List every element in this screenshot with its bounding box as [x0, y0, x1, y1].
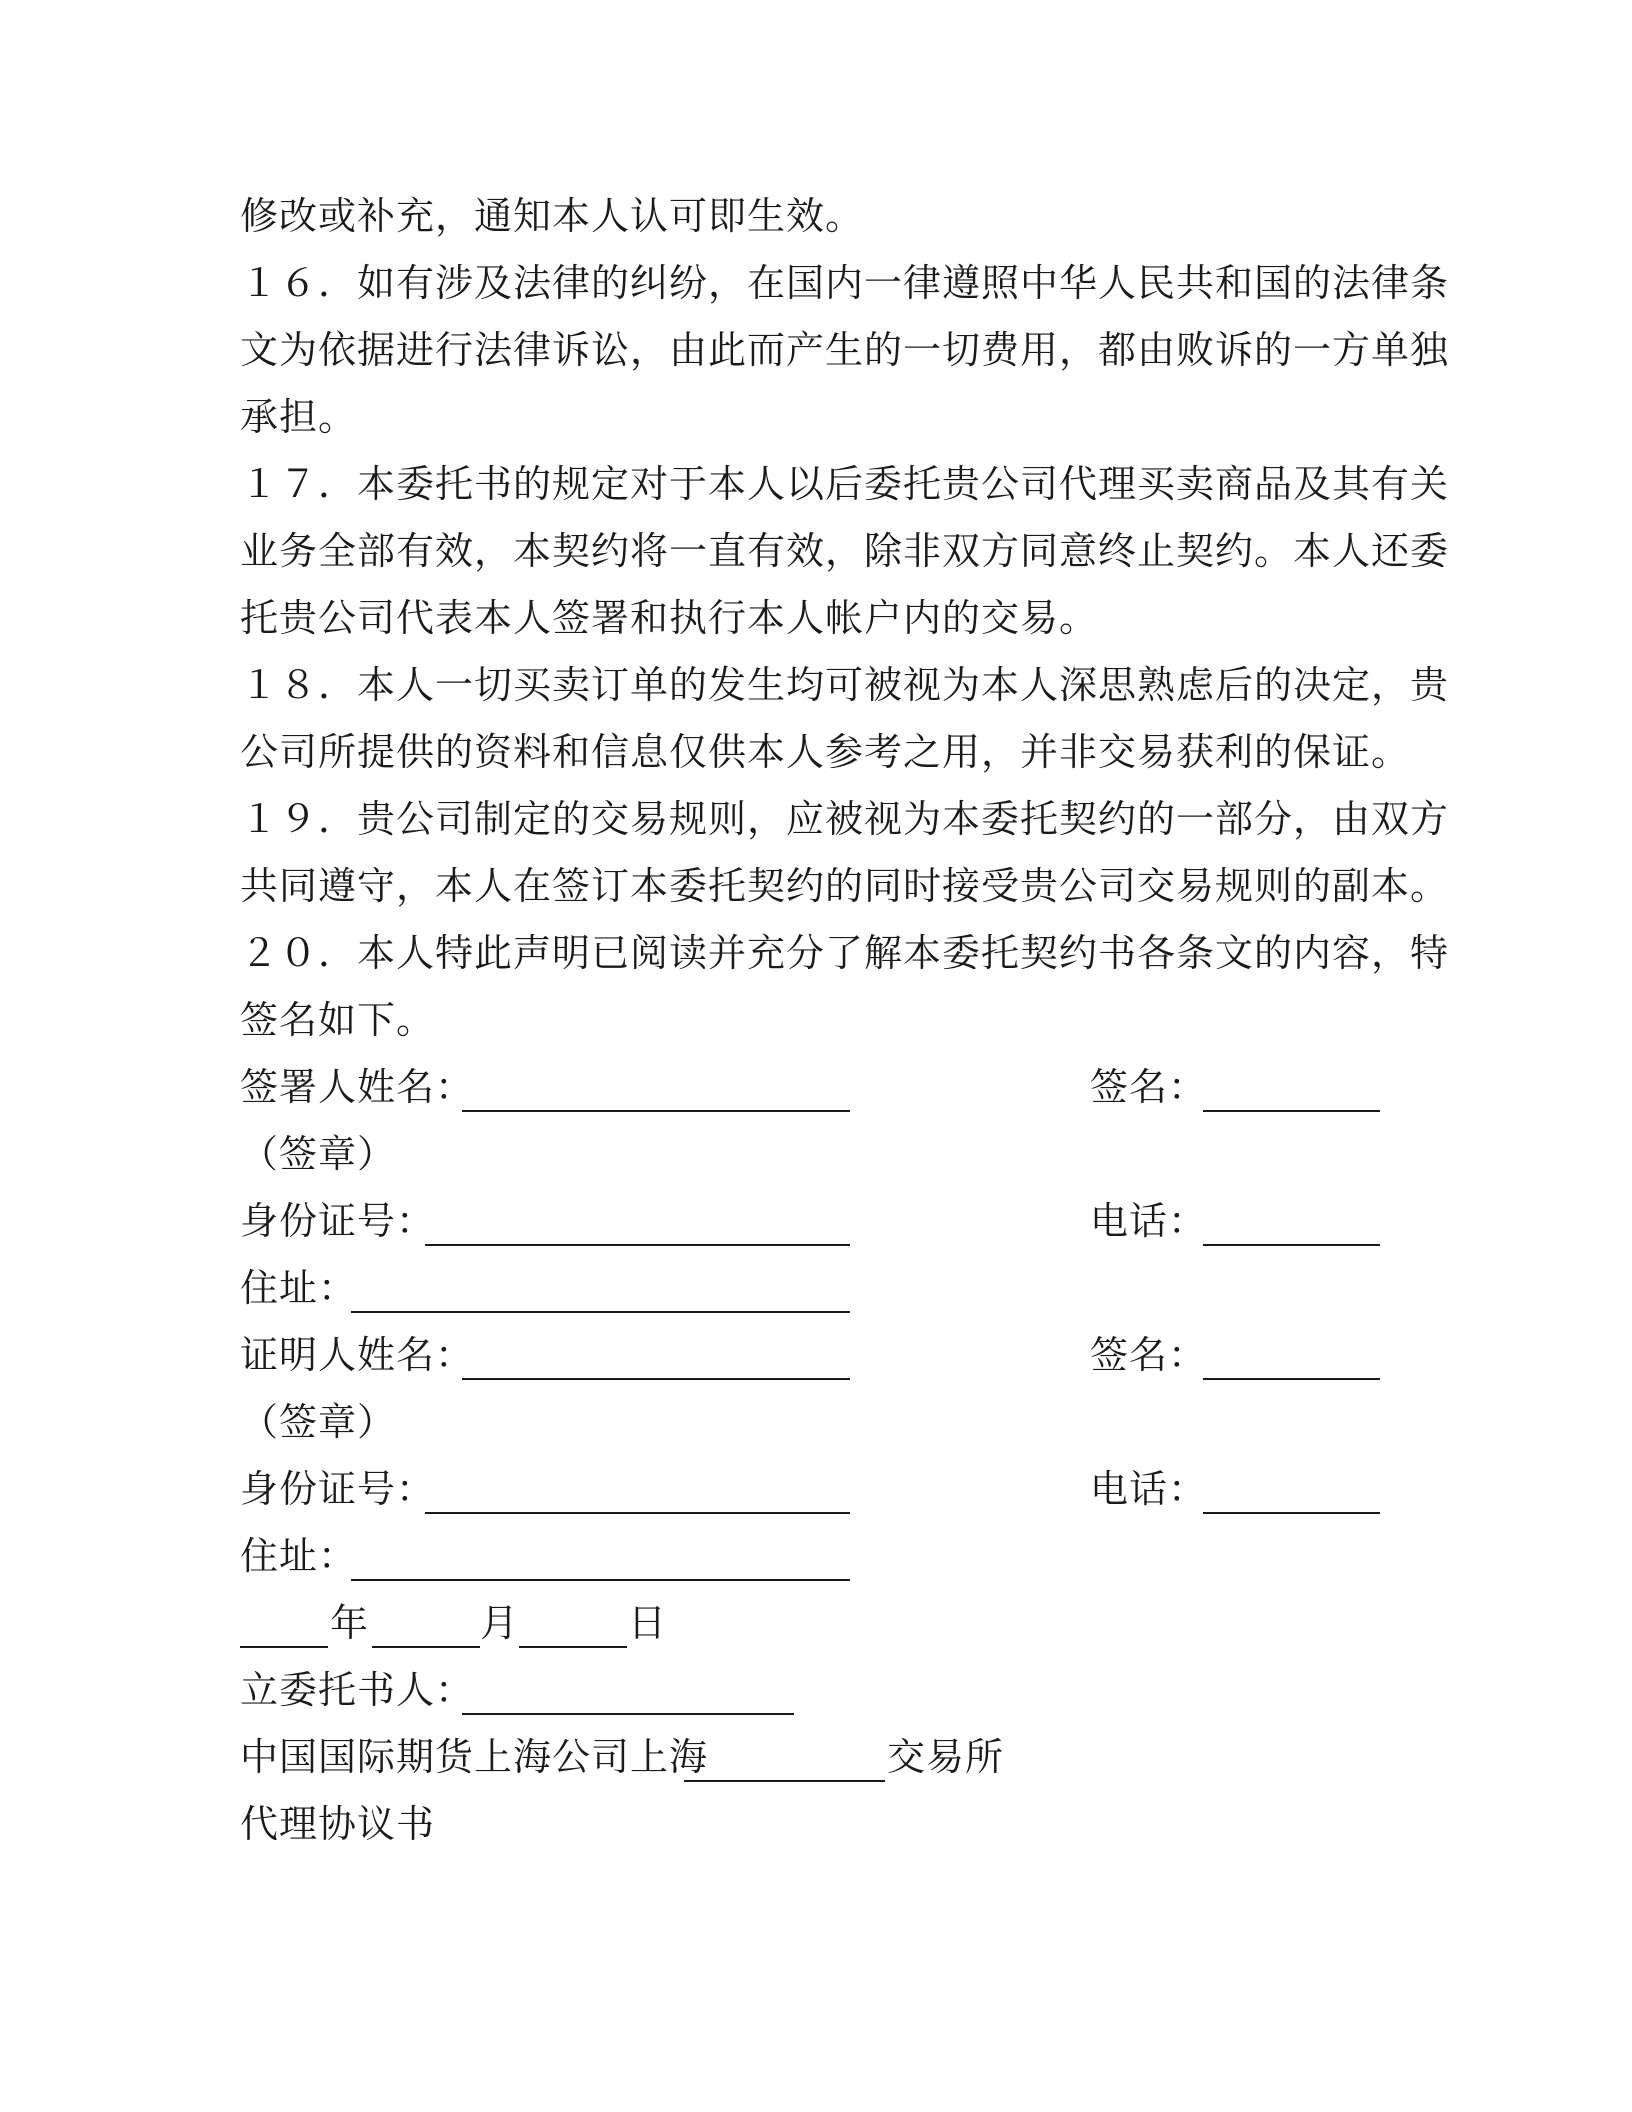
witness-name-field[interactable]	[462, 1378, 850, 1380]
signatory-name-label: 签署人姓名：	[240, 1065, 475, 1109]
witness-id-label: 身份证号：	[240, 1467, 436, 1511]
signatory-phone-label: 电话：	[1090, 1199, 1208, 1243]
signatory-id-field[interactable]	[425, 1244, 850, 1246]
paragraph-18-line-1: １８．本人一切买卖订单的发生均可被视为本人深思熟虑后的决定，贵	[240, 663, 1450, 707]
signatory-address-label: 住址：	[240, 1266, 358, 1310]
witness-address-field[interactable]	[351, 1579, 850, 1581]
exchange-prefix: 中国国际期货上海公司上海	[240, 1735, 709, 1779]
witness-sign-field[interactable]	[1203, 1378, 1380, 1380]
paragraph-19-line-2: 共同遵守，本人在签订本委托契约的同时接受贵公司交易规则的副本。	[240, 864, 1450, 908]
witness-address-label: 住址：	[240, 1534, 358, 1578]
footer-title: 代理协议书	[240, 1802, 436, 1846]
witness-seal-label: （签章）	[240, 1400, 397, 1444]
date-year-field[interactable]	[240, 1646, 328, 1648]
paragraph-16-line-2: 文为依据进行法律诉讼，由此而产生的一切费用，都由败诉的一方单独	[240, 328, 1450, 372]
signatory-sign-field[interactable]	[1203, 1110, 1380, 1112]
exchange-suffix: 交易所	[887, 1735, 1005, 1779]
witness-phone-field[interactable]	[1203, 1512, 1380, 1514]
date-day-label: 日	[628, 1601, 668, 1645]
paragraph-20-line-2: 签名如下。	[240, 998, 436, 1042]
date-year-label: 年	[330, 1601, 370, 1645]
witness-id-field[interactable]	[425, 1512, 850, 1514]
exchange-name-field[interactable]	[684, 1780, 885, 1782]
date-month-label: 月	[480, 1601, 520, 1645]
paragraph-18-line-2: 公司所提供的资料和信息仅供本人参考之用，并非交易获利的保证。	[240, 730, 1411, 774]
signatory-id-label: 身份证号：	[240, 1199, 436, 1243]
paragraph-17-line-2: 业务全部有效，本契约将一直有效，除非双方同意终止契约。本人还委	[240, 529, 1450, 573]
paragraph-16-line-3: 承担。	[240, 395, 358, 439]
date-month-field[interactable]	[372, 1646, 480, 1648]
principal-field[interactable]	[462, 1713, 794, 1715]
paragraph-20-line-1: ２０．本人特此声明已阅读并充分了解本委托契约书各条文的内容，特	[240, 931, 1450, 975]
witness-sign-label: 签名：	[1090, 1333, 1208, 1377]
paragraph-17-line-3: 托贵公司代表本人签署和执行本人帐户内的交易。	[240, 596, 1099, 640]
date-day-field[interactable]	[519, 1646, 627, 1648]
signatory-name-field[interactable]	[462, 1110, 850, 1112]
paragraph-17-line-1: １７．本委托书的规定对于本人以后委托贵公司代理买卖商品及其有关	[240, 462, 1450, 506]
paragraph-16-line-1: １６．如有涉及法律的纠纷，在国内一律遵照中华人民共和国的法律条	[240, 261, 1450, 305]
paragraph-19-line-1: １９．贵公司制定的交易规则，应被视为本委托契约的一部分，由双方	[240, 797, 1450, 841]
witness-name-label: 证明人姓名：	[240, 1333, 475, 1377]
paragraph-15-tail: 修改或补充，通知本人认可即生效。	[240, 194, 865, 238]
signatory-sign-label: 签名：	[1090, 1065, 1208, 1109]
signatory-phone-field[interactable]	[1203, 1244, 1380, 1246]
witness-phone-label: 电话：	[1090, 1467, 1208, 1511]
signatory-seal-label: （签章）	[240, 1132, 397, 1176]
signatory-address-field[interactable]	[351, 1311, 850, 1313]
principal-label: 立委托书人：	[240, 1668, 475, 1712]
